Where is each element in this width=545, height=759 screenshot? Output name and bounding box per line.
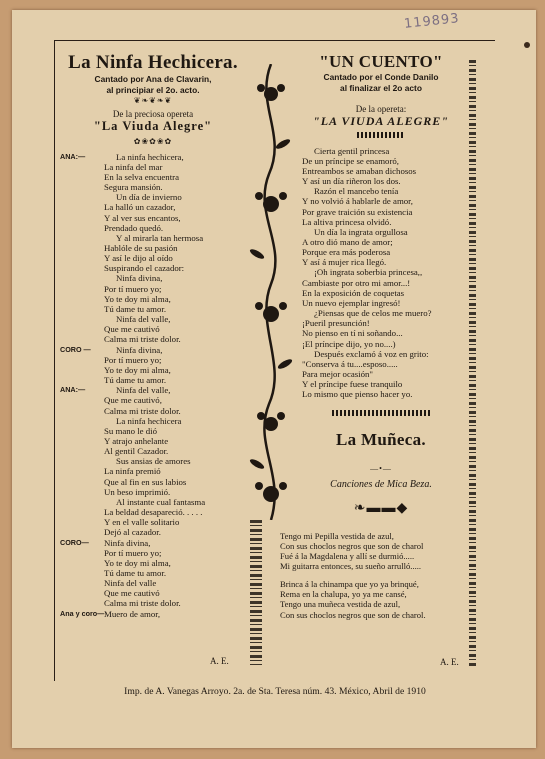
verse-line: [60, 608, 242, 619]
verse-text: La ninfa premió: [104, 466, 161, 477]
verse-line: [104, 477, 242, 487]
verse-line: [104, 233, 242, 243]
verse-text: Después exclamó á voz en grito:: [314, 348, 429, 359]
ornament-icon: —•—: [370, 463, 392, 473]
verse-line: [302, 369, 460, 379]
left-opera-name: "La Viuda Alegre": [93, 118, 213, 133]
verse-line: [104, 192, 242, 202]
speaker-label: Ana y coro—: [60, 608, 105, 618]
verse-text: La altiva princesa olvidó.: [302, 216, 392, 227]
verse-text: ¿Piensas que de celos me muero?: [314, 308, 432, 319]
verse-line: [302, 156, 460, 166]
verse-line: [104, 487, 242, 497]
verse-line: [60, 151, 242, 162]
verse-text: ¡El príncipe dijo, yo no....): [302, 338, 396, 349]
verse-line: [104, 548, 242, 558]
verse-text: Un beso imprimió.: [104, 486, 171, 497]
verse-text: ¡Oh ingrata soberbia princesa,,: [314, 267, 423, 278]
verse-line: Tengo mi Pepilla vestida de azul,: [280, 530, 394, 541]
verse-line: [104, 527, 242, 537]
speaker-label: ANA:—: [60, 151, 86, 161]
left-signature: A. E.: [210, 656, 229, 666]
verse-text: Calma mi triste dolor.: [104, 598, 181, 609]
verse-line: [104, 243, 242, 253]
left-subtitle-2: al principiar el 2o. acto.: [106, 84, 200, 95]
catalog-number: 119893: [403, 11, 461, 32]
verse-line: [104, 365, 242, 375]
verse-text: Entreambos se amaban dichosos: [302, 165, 417, 176]
verse-line: [104, 263, 242, 273]
verse-text: Y no volvió á hablarle de amor,: [302, 196, 413, 207]
verse-line: [302, 379, 460, 389]
verse-line: [302, 146, 460, 156]
verse-text: Para mejor ocasión": [302, 369, 374, 380]
divider: [357, 132, 405, 138]
verse-text: Y al ver sus encantos,: [104, 212, 181, 223]
verse-line: Fué á la Magdalena y allí se durmió.....: [280, 550, 415, 561]
verse-text: Calma mi triste dolor.: [104, 405, 181, 416]
verse-text: Muero de amor,: [104, 608, 161, 619]
verse-line: [104, 456, 242, 466]
ornament-icon: ✿❀✿❀✿: [133, 136, 173, 146]
pin-hole: [524, 42, 530, 48]
verse-line: [104, 304, 242, 314]
verse-line: [302, 389, 460, 399]
verse-text: Que al fin en sus labios: [104, 476, 187, 487]
verse-text: Y en el valle solitario: [104, 517, 180, 528]
verse-text: Por tí muero yo;: [104, 547, 162, 558]
verse-line: Rema en la chalupa, yo ya me cansé,: [280, 589, 407, 600]
verse-text: Tú dame tu amor.: [104, 568, 167, 578]
verse-line: [104, 416, 242, 426]
verse-text: Su mano le dió: [104, 425, 158, 436]
verse-line: [104, 202, 242, 212]
verse-line: [302, 298, 460, 308]
verse-line: [60, 537, 242, 548]
verse-line: [302, 227, 460, 237]
verse-text: Calma mi triste dolor.: [104, 334, 181, 345]
verse-line: [302, 257, 460, 267]
verse-text: Prendado quedó.: [104, 222, 164, 233]
verse-line: [104, 558, 242, 568]
verse-text: De un príncipe se enamoró,: [302, 155, 399, 166]
verse-text: Por grave traición su existencia: [302, 206, 413, 217]
verse-line: [302, 339, 460, 349]
speaker-label: CORO —: [60, 344, 91, 354]
verse-text: Tú dame tu amor.: [104, 303, 167, 314]
verse-text: La ninfa del mar: [104, 161, 163, 172]
right-subtitle-2: al finalizar el 2o acto: [340, 82, 422, 93]
verse-text: "Conserva á tu....esposo.....: [302, 358, 398, 369]
verse-text: ¡Pueril presunción!: [302, 318, 370, 329]
verse-line: [104, 436, 242, 446]
right-border-ornament: [469, 60, 476, 668]
verse-text: La ninfa hechicera,: [116, 151, 184, 162]
doll-ornament-icon: ❧▬▬◆: [353, 500, 409, 516]
verse-text: Ninfa del valle,: [116, 385, 171, 396]
verse-line: [104, 588, 242, 598]
verse-line: [104, 324, 242, 334]
verse-line: [104, 446, 242, 456]
verse-text: Que me cautivó: [104, 324, 160, 335]
verse-text: Al instante cual fantasma: [116, 496, 206, 507]
verse-line: [302, 176, 460, 186]
left-subtitle-1: Cantado por Ana de Clavarin,: [94, 74, 212, 84]
verse-line: [104, 466, 242, 476]
verse-text: Hablóle de su pasión: [104, 243, 178, 253]
verse-line: [104, 507, 242, 517]
right-opera-name: "LA VIUDA ALEGRE": [313, 113, 449, 128]
verse-line: [302, 237, 460, 247]
floral-vine-icon: [247, 64, 295, 520]
speaker-label: ANA:—: [60, 385, 86, 395]
printer-footer: Imp. de A. Vanegas Arroyo. 2a. de Sta. Teresa núm. 43. México, Abril de 1910: [124, 686, 426, 697]
right-title: "UN CUENTO": [319, 52, 443, 71]
verse-text: Tú dame tu amor.: [104, 375, 167, 386]
verse-text: Que me cautivó: [104, 588, 160, 599]
munieca-subtitle: Canciones de Mica Beza.: [330, 478, 432, 490]
right-subtitle-1: Cantado por el Conde Danilo: [323, 72, 439, 82]
verse-line: [302, 166, 460, 176]
verse-line: [104, 598, 242, 608]
verse-line: [104, 314, 242, 324]
verse-text: Suspirando el cazador:: [104, 263, 185, 274]
verse-text: En la exposición de coquetas: [302, 287, 405, 298]
left-column: [60, 52, 242, 619]
verse-text: Que me cautivó,: [104, 395, 162, 406]
verse-text: La ninfa hechicera: [116, 415, 182, 426]
verse-line: [104, 182, 242, 192]
verse-text: Y así le dijo al oído: [104, 253, 173, 264]
verse-line: [104, 426, 242, 436]
verse-text: Sus ansias de amores: [116, 456, 191, 467]
right-verses: [302, 146, 460, 400]
left-from-label: De la preciosa opereta: [112, 108, 194, 119]
verse-line: [104, 355, 242, 365]
verse-text: Un nuevo ejemplar ingresó!: [302, 297, 401, 308]
verse-text: Cambiaste por otro mi amor...!: [302, 277, 411, 288]
verse-line: [302, 328, 460, 338]
verse-line: Mi guitarra entonces, su sueño arrulló.....: [280, 560, 422, 571]
verse-text: Un día de invierno: [116, 192, 182, 203]
verse-line: [302, 278, 460, 288]
verse-line: [104, 375, 242, 385]
verse-text: Yo te doy mi alma,: [104, 293, 171, 304]
verse-text: A otro dió mano de amor;: [302, 237, 393, 247]
left-title: La Ninfa Hechicera.: [68, 52, 238, 73]
verse-text: No pienso en tí ni soñando...: [302, 328, 403, 339]
verse-line: [104, 294, 242, 304]
verse-line: [302, 288, 460, 298]
verse-line: Con sus choclos negros que son de charol.: [280, 609, 426, 620]
verse-line: [104, 497, 242, 507]
verse-line: [104, 172, 242, 182]
verse-text: Lo mismo que pienso hacer yo.: [302, 389, 413, 400]
verse-text: Por tí muero yo;: [104, 354, 162, 365]
verse-text: La halló un cazador,: [104, 202, 176, 213]
verse-line: [60, 344, 242, 355]
verse-line: [302, 359, 460, 369]
munieca-title: La Muñeca.: [336, 429, 426, 449]
munieca-stanza-1: [280, 531, 460, 572]
verse-line: [104, 578, 242, 588]
verse-text: Ninfa divina,: [116, 344, 163, 355]
verse-line: [302, 217, 460, 227]
verse-text: Yo te doy mi alma,: [104, 364, 171, 375]
verse-line: [302, 196, 460, 206]
verse-line: [302, 247, 460, 257]
right-from-label: De la opereta:: [355, 103, 407, 114]
verse-line: [302, 207, 460, 217]
verse-line: [302, 308, 460, 318]
verse-line: [104, 273, 242, 283]
verse-line: [302, 267, 460, 277]
verse-line: [104, 395, 242, 405]
verse-text: Un día la ingrata orgullosa: [314, 226, 408, 237]
verse-text: La beldad desapareció. . . . .: [104, 507, 203, 518]
left-verses: [60, 151, 242, 619]
verse-line: Tengo una muñeca vestida de azul,: [280, 599, 401, 610]
verse-text: Y al mirarla tan hermosa: [116, 232, 204, 243]
left-lower-ornament: [250, 520, 262, 665]
verse-line: [104, 213, 242, 223]
verse-line: [104, 517, 242, 527]
verse-line: [104, 334, 242, 344]
verse-text: Y el príncipe fuese tranquilo: [302, 379, 403, 390]
verse-text: Ninfa del valle,: [116, 314, 171, 325]
verse-line: [302, 349, 460, 359]
right-column: [280, 52, 460, 620]
verse-text: Porque era más poderosa: [302, 247, 391, 258]
verse-line: [60, 385, 242, 396]
verse-text: Segura mansión.: [104, 182, 163, 193]
verse-text: Y atrajo anhelante: [104, 435, 169, 446]
speaker-label: CORO—: [60, 537, 89, 547]
verse-text: Al gentil Cazador.: [104, 446, 169, 457]
verse-text: Yo te doy mi alma,: [104, 557, 171, 568]
verse-text: Razón el mancebo tenía: [314, 186, 399, 197]
verse-text: Y así un día riñeron los dos.: [302, 176, 401, 187]
verse-text: Ninfa divina,: [116, 273, 163, 284]
verse-text: Cierta gentil princesa: [314, 145, 390, 156]
verse-text: Dejó al cazador.: [104, 527, 161, 538]
verse-line: [104, 568, 242, 578]
ornament-icon: ❦❧❦❧❦: [133, 95, 173, 105]
verse-line: [104, 406, 242, 416]
verse-text: Ninfa del valle: [104, 578, 157, 589]
verse-line: [302, 186, 460, 196]
munieca-stanza-2: [280, 579, 460, 620]
verse-text: Ninfa divina,: [104, 537, 151, 548]
verse-line: Brinca á la chinampa que yo ya brinqué,: [280, 579, 419, 590]
verse-text: En la selva encuentra: [104, 171, 179, 182]
divider: [332, 410, 430, 416]
right-signature: A. E.: [440, 657, 459, 667]
verse-line: [104, 162, 242, 172]
verse-line: [104, 253, 242, 263]
verse-text: Y así á mujer rica llegó.: [302, 257, 387, 268]
verse-line: [104, 284, 242, 294]
verse-line: [104, 223, 242, 233]
verse-text: Por tí muero yo;: [104, 283, 162, 294]
verse-line: [302, 318, 460, 328]
verse-line: Con sus choclos negros que son de charol: [280, 540, 424, 551]
